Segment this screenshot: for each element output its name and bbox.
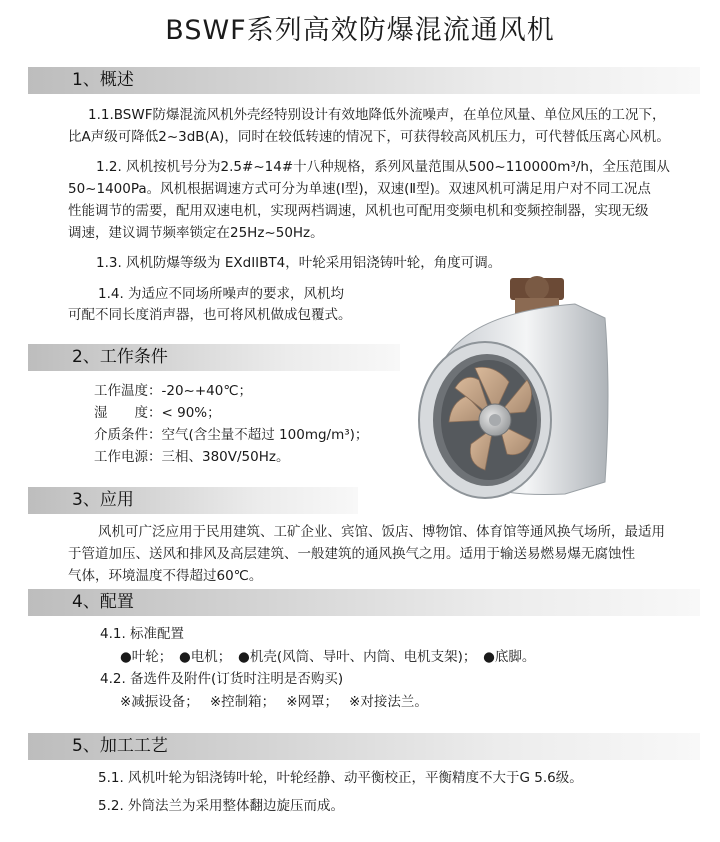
overview-p2-line4: 调速，建议调节频率锁定在25Hz~50Hz。 (68, 225, 324, 241)
section-heading-application: 3、应用 (28, 487, 358, 514)
overview-p4-line2: 可配不同长度消声器，也可将风机做成包覆式。 (68, 307, 352, 323)
fan-product-image (415, 272, 615, 512)
section-heading-processing: 5、加工工艺 (28, 733, 700, 760)
config-optional-label: 4.2. 备选件及附件(订货时注明是否购买) (100, 671, 344, 687)
condition-humidity: 湿 度：< 90%； (94, 405, 221, 421)
config-standard-label: 4.1. 标准配置 (100, 626, 185, 642)
condition-temperature: 工作温度：-20~+40℃； (94, 383, 253, 399)
processing-line1: 5.1. 风机叶轮为铝浇铸叶轮，叶轮经静、动平衡校正，平衡精度不大于G 5.6级。 (98, 770, 583, 786)
processing-line2: 5.2. 外筒法兰为采用整体翻边旋压而成。 (98, 798, 345, 814)
overview-p1-line1: 1.1.BSWF防爆混流风机外壳经特别设计有效地降低外流噪声，在单位风量、单位风压的工况下， (88, 107, 666, 123)
condition-power: 工作电源：三相、380V/50Hz。 (94, 449, 290, 465)
overview-p3: 1.3. 风机防爆等级为 EXdIIBT4，叶轮采用铝浇铸叶轮，角度可调。 (96, 255, 502, 271)
section-heading-configuration: 4、配置 (28, 589, 700, 616)
condition-medium: 介质条件：空气(含尘量不超过 100mg/m³)； (94, 427, 369, 443)
config-standard-items: ●叶轮； ●电机； ●机壳(风筒、导叶、内筒、电机支架)； ●底脚。 (120, 649, 536, 665)
application-line3: 气体，环境温度不得超过60℃。 (68, 568, 263, 584)
application-line1: 风机可广泛应用于民用建筑、工矿企业、宾馆、饭店、博物馆、体育馆等通风换气场所，最适用 (98, 524, 665, 540)
overview-p2-line1: 1.2. 风机按机号分为2.5#~14#十八种规格，系列风量范围从500~110000m³/h，全压范围从 (96, 159, 670, 175)
overview-p4-line1: 1.4. 为适应不同场所噪声的要求，风机均 (98, 286, 345, 302)
application-line2: 于管道加压、送风和排风及高层建筑、一般建筑的通风换气之用。适用于输送易燃易爆无腐蚀性 (68, 546, 635, 562)
section-heading-overview: 1、概述 (28, 67, 700, 94)
page-title: BSWF系列高效防爆混流通风机 (165, 15, 555, 46)
overview-p2-line2: 50~1400Pa。风机根据调速方式可分为单速(Ⅰ型)，双速(Ⅱ型)。双速风机可满足用户对不同工况点 (68, 181, 651, 197)
overview-p1-line2: 比A声级可降低2~3dB(A)，同时在较低转速的情况下，可获得较高风机压力，可代替低压离心风机。 (68, 129, 670, 145)
overview-p2-line3: 性能调节的需要，配用双速电机，实现两档调速，风机也可配用变频电机和变频控制器，实现无级 (68, 203, 649, 219)
config-optional-items: ※减振设备； ※控制箱； ※网罩； ※对接法兰。 (120, 694, 428, 710)
section-heading-conditions: 2、工作条件 (28, 344, 400, 371)
